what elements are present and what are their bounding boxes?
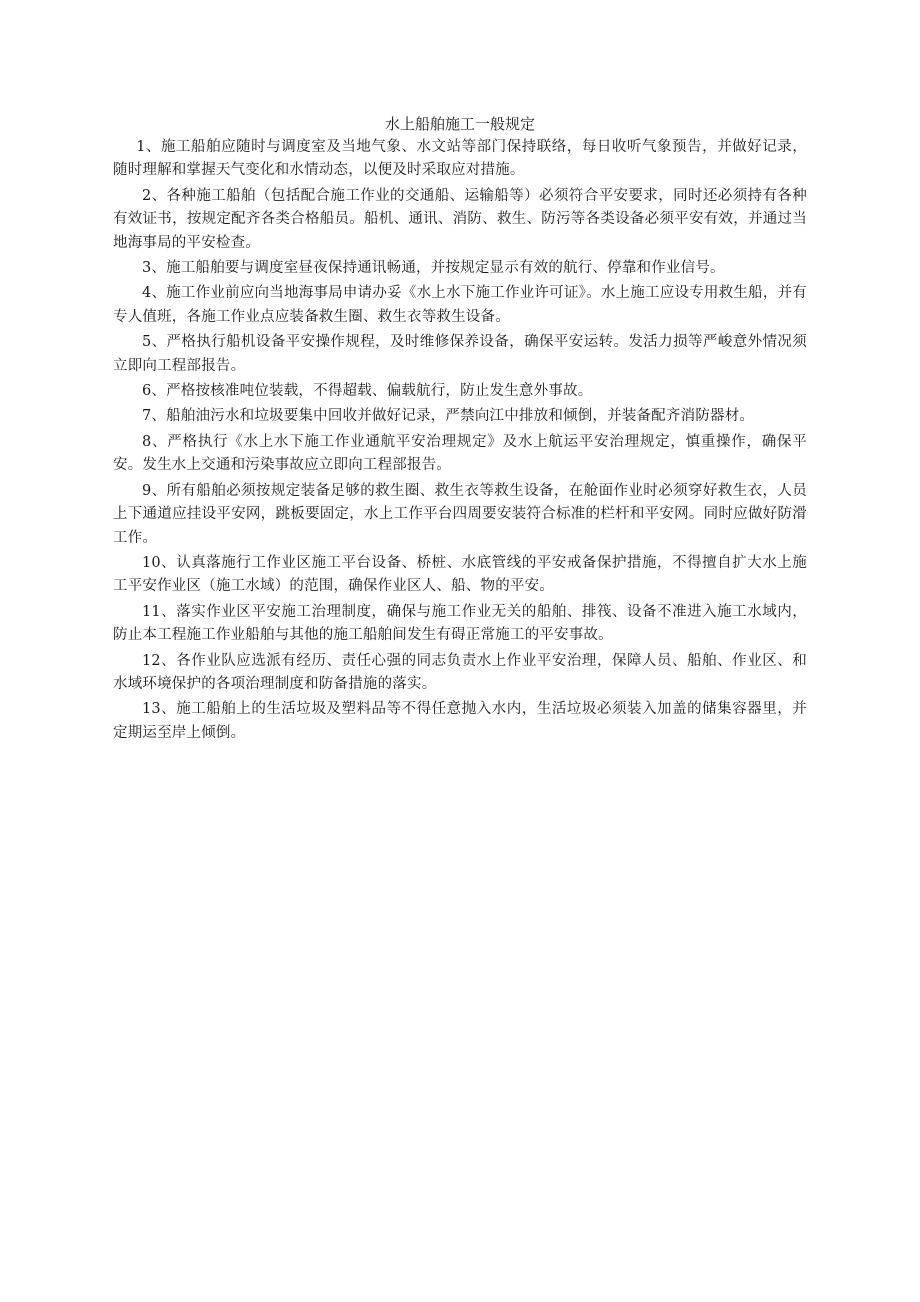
document-page xyxy=(113,112,807,747)
paragraph-4: 4、施工作业前应向当地海事局申请办妥《水上水下施工作业许可证》。水上施工应设专用救生船，并有专人值班，各施工作业点应装备救生圈、救生衣等救生设备。 xyxy=(113,285,807,325)
paragraph-11: 11、落实作业区平安施工治理制度，确保与施工作业无关的船舶、排筏、设备不准进入施工水域内，防止本工程施工作业船舶与其他的施工船舶间发生有碍正常施工的平安事故。 xyxy=(113,603,807,644)
paragraph-5: 5、严格执行船机设备平安操作规程，及时维修保养设备，确保平安运转。发活力损等严峻意外情况须立即向工程部报告。 xyxy=(113,334,807,374)
paragraph-10: 10、认真落施行工作业区施工平台设备、桥桩、水底管线的平安戒备保护措施，不得擅自扩大水上施工平安作业区（施工水域）的范围，确保作业区人、船、物的平安。 xyxy=(113,554,807,595)
paragraph-9: 9、所有船舶必须按规定装备足够的救生圈、救生衣等救生设备，在舱面作业时必须穿好救生衣，人员上下通道应挂设平安网，跳板要固定，水上工作平台四周要安装符合标准的栏杆和平安网。同时应做好防滑工作。 xyxy=(113,482,807,546)
paragraph-13: 13、施工船舶上的生活垃圾及塑料品等不得任意抛入水内，生活垃圾必须装入加盖的储集容器里，并定期运至岸上倾倒。 xyxy=(113,701,807,741)
paragraph-8: 8、严格执行《水上水下施工作业通航平安治理规定》及水上航运平安治理规定，慎重操作，确保平安。发生水上交通和污染事故应立即向工程部报告。 xyxy=(113,433,807,474)
paragraph-12: 12、各作业队应选派有经历、责任心强的同志负责水上作业平安治理，保障人员、船舶、作业区、和水域环境保护的各项治理制度和防备措施的落实。 xyxy=(113,652,807,692)
paragraph-3: 3、施工船舶要与调度室昼夜保持通讯畅通，并按规定显示有效的航行、停靠和作业信号。 xyxy=(142,260,725,277)
paragraph-2: 2、各种施工船舶（包括配合施工作业的交通船、运输船等）必须符合平安要求，同时还必须持有各种有效证书，按规定配齐各类合格船员。船机、通讯、消防、救生、防污等各类设备必须平安有效，并通过当地海事局的平安检查。 xyxy=(113,187,807,251)
paragraph-1: 1、施工船舶应随时与调度室及当地气象、水文站等部门保持联络，每日收听气象预告，并做好记录，随时理解和掌握天气变化和水情动态，以便及时采取应对措施。 xyxy=(113,139,807,179)
paragraph-6: 6、严格按核准吨位装载，不得超载、偏载航行，防止发生意外事故。 xyxy=(142,383,593,400)
document-title: 水上船舶施工一般规定 xyxy=(384,115,535,133)
paragraph-7: 7、船舶油污水和垃圾要集中回收并做好记录，严禁向江中排放和倾倒，并装备配齐消防器材。 xyxy=(142,408,755,425)
